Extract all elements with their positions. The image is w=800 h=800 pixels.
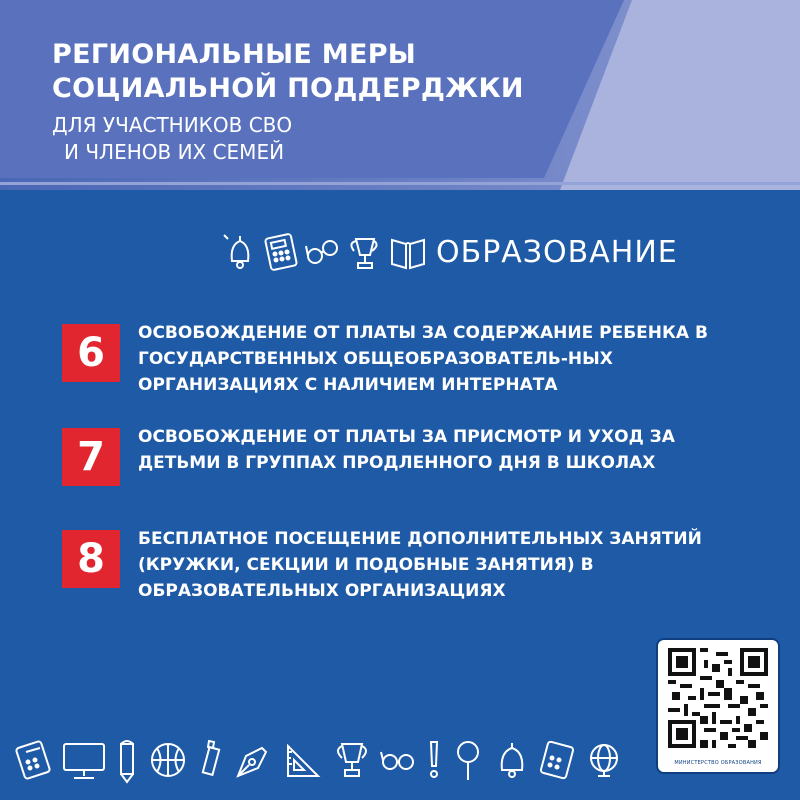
ruler-triangle-icon: [282, 738, 326, 782]
monitor-icon: [60, 738, 108, 782]
calculator-icon: [264, 232, 298, 272]
calculator-icon: [538, 738, 578, 782]
magnifier-icon: [450, 736, 486, 784]
item-text: БЕСПЛАТНОЕ ПОСЕЩЕНИЕ ДОПОЛНИТЕЛЬНЫХ ЗАНЯТИЙ (КРУЖКИ, СЕКЦИИ И ПОДОБНЫЕ ЗАНЯТИЯ) В ОБРАЗОВАТЕЛЬНЫХ ОРГАНИЗАЦИЯХ: [138, 529, 702, 601]
title-line-1: РЕГИОНАЛЬНЫЕ МЕРЫ: [52, 39, 417, 70]
glasses-icon: [378, 738, 418, 782]
subtitle-line-1: ДЛЯ УЧАСТНИКОВ СВО: [52, 113, 293, 137]
bottom-icon-strip: [14, 728, 644, 792]
trophy-icon: [346, 231, 382, 273]
section-title: ОБРАЗОВАНИЕ: [436, 234, 678, 270]
item-number-badge: 7: [62, 428, 120, 486]
header-divider: [0, 182, 800, 185]
title-line-2: СОЦИАЛЬНОЙ ПОДДЕРДЖКИ: [52, 73, 524, 104]
glasses-icon: [304, 232, 340, 272]
exclamation-icon: [424, 736, 444, 784]
item-number-badge: 6: [62, 324, 120, 382]
page-subtitle: [52, 112, 292, 166]
calculator-icon: [14, 738, 54, 782]
page-title: [52, 38, 524, 106]
item-text: ОСВОБОЖДЕНИЕ ОТ ПЛАТЫ ЗА ПРИСМОТР И УХОД ЗА ДЕТЬМИ В ГРУППАХ ПРОДЛЕННОГО ДНЯ В ШКОЛАХ: [138, 427, 675, 473]
list-item: [62, 424, 758, 486]
qr-code-card[interactable]: [656, 638, 780, 774]
basketball-icon: [146, 738, 190, 782]
item-text: ОСВОБОЖДЕНИЕ ОТ ПЛАТЫ ЗА СОДЕРЖАНИЕ РЕБЕНКА В ГОСУДАРСТВЕННЫХ ОБЩЕОБРАЗОВАТЕЛЬ-НЫХ ОРГАНИЗАЦИЯХ С НАЛИЧИЕМ ИНТЕРНАТА: [138, 323, 708, 395]
qr-code[interactable]: [668, 648, 768, 748]
subtitle-line-2: И ЧЛЕНОВ ИХ СЕМЕЙ: [64, 140, 285, 164]
marker-icon: [196, 736, 226, 784]
item-number-badge: 8: [62, 530, 120, 588]
globe-icon: [584, 738, 624, 782]
section-heading: [222, 222, 678, 282]
list-item: [62, 320, 758, 398]
pen-nib-icon: [232, 738, 276, 782]
trophy-icon: [332, 738, 372, 782]
qr-caption: МИНИСТЕРСТВО ОБРАЗОВАНИЯ: [674, 760, 762, 766]
pencil-icon: [114, 736, 140, 784]
list-item: [62, 526, 758, 604]
bell-icon: [492, 738, 532, 782]
book-icon: [388, 232, 428, 272]
section-icons: [222, 231, 428, 273]
bell-icon: [222, 231, 258, 273]
